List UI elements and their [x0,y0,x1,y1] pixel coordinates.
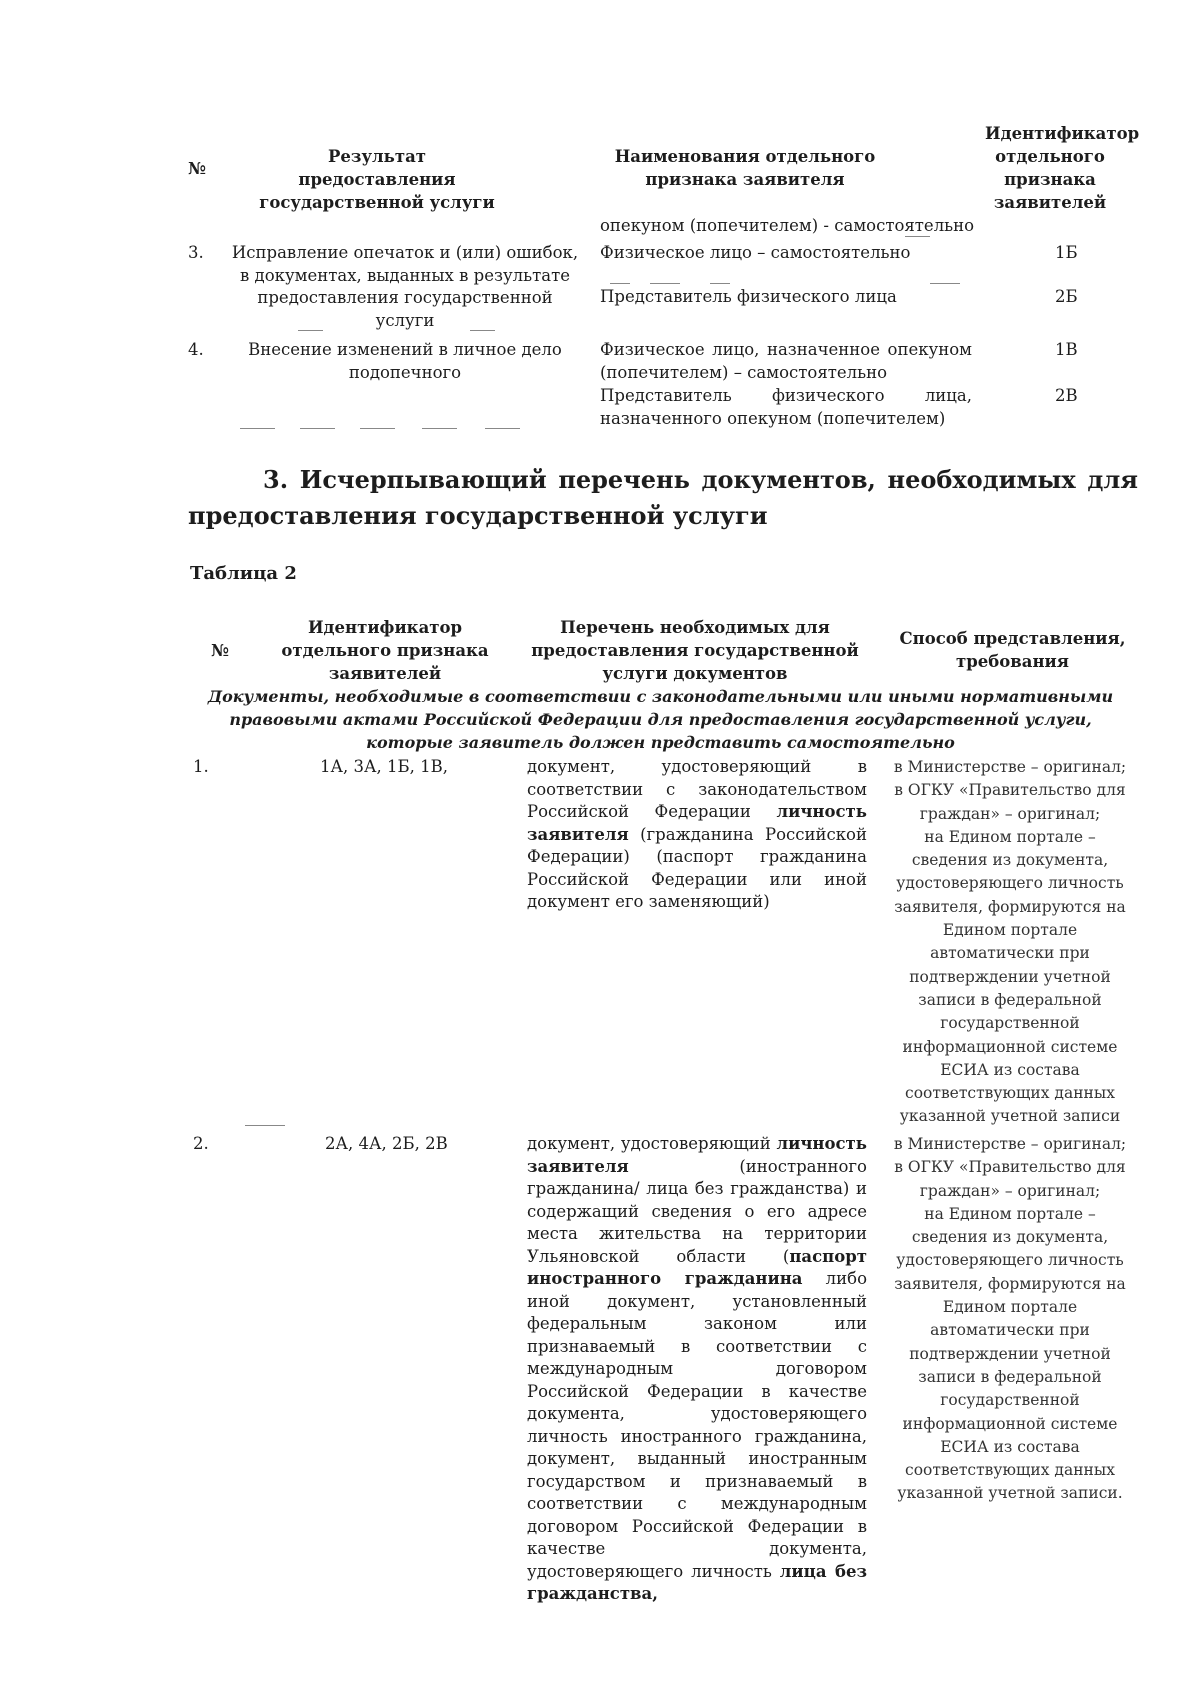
scan-artifact [710,283,730,284]
scan-artifact [300,428,335,429]
table2-header-method: Способ представления, требования [899,629,1126,671]
table1-header-result: Результат предоставления государственной услуги [259,147,495,212]
scan-artifact [298,330,323,331]
table1-row-num: 3. [188,243,204,262]
section-title: предоставления государственной услуги [188,501,768,530]
table1-header-num: № [188,159,206,178]
table1-row-feature: Физическое лицо, назначенное опекуном (попечителем) – самостоятельно [600,340,972,382]
table1-row-identifier: 2В [1055,386,1078,405]
table1-header-feature: Наименования отдельного признака заявителя [614,147,876,189]
table2-header-num: № [211,641,229,660]
table1-row-num: 4. [188,340,204,359]
scan-artifact [360,428,395,429]
table-caption: Таблица 2 [190,563,297,584]
table2-row-num: 2. [193,1134,209,1153]
table2-header-identifier: Идентификатор отдельного признака заявителей [281,618,489,683]
scan-artifact [905,236,930,237]
table2-row-method: в Министерстве – оригинал; в ОГКУ «Правительство для граждан» – оригинал; на Едином портале – сведения из документа, удостоверяющего личность заявителя, формируются на Едином портале автоматически при подтверждении учетной записи в федеральной государственной информационной системе ЕСИА из состава соответствующих данных указанной учетной записи. [893,1135,1127,1503]
table2-row-identifiers: 2А, 4А, 2Б, 2В [325,1134,448,1153]
table2-group-title: Документы, необходимые в соответствии с законодательными или иными нормативными правовыми актами Российской Федерации для предоставления государственной услуги, которые заявитель должен представить самостоятельно [207,687,1114,752]
table2-row-method: в Министерстве – оригинал; в ОГКУ «Правительство для граждан» – оригинал; на Едином портале – сведения из документа, удостоверяющего личность заявителя, формируются на Едином портале автоматически при подтверждении учетной записи в федеральной государственной информационной системе ЕСИА из состава соответствующих данных указанной учетной записи [893,758,1127,1126]
scan-artifact [485,428,520,429]
scan-artifact [470,330,495,331]
table1-row-result: Исправление опечаток и (или) ошибок, в документах, выданных в результате предоставления государственной услуги [231,243,579,330]
table1-carryover-text: опекуном (попечителем) - самостоятельно [600,216,975,235]
scan-artifact [245,1125,285,1126]
table1-row-feature: Представитель физического лица, назначенного опекуном (попечителем) [600,386,972,428]
table1-row-feature: Представитель физического лица [600,287,897,306]
table1-header-identifier: Идентификатор отдельного признака заявителей [985,124,1140,212]
section-title: 3. Исчерпывающий перечень документов, необходимых для [263,465,1138,494]
scan-artifact [930,283,960,284]
table2-row-identifiers: 1А, 3А, 1Б, 1В, [320,757,448,776]
table1-row-result: Внесение изменений в личное дело подопечного [248,340,562,382]
table1-row-feature: Физическое лицо – самостоятельно [600,243,911,262]
scan-artifact [650,283,680,284]
scan-artifact [610,283,630,284]
table2-row-num: 1. [193,757,209,776]
table1-row-identifier: 1Б [1055,243,1078,262]
table2-row-documents: документ, удостоверяющий в соответствии с законодательством Российской Федерации личность заявителя (гражданина Российской Федерации) (паспорт гражданина Российской Федерации или иной документ его заменяющий) [527,757,867,911]
table1-row-identifier: 2Б [1055,287,1078,306]
table2-header-documents: Перечень необходимых для предоставления государственной услуги документов [531,618,859,683]
table2-row-documents: документ, удостоверяющий личность заявителя (иностранного гражданина/ лица без гражданства) и содержащий сведения о его адресе места жительства на территории Ульяновской области (паспорт иностранного гражданина либо иной документ, установленный федеральным законом или признаваемый в соответствии с международным договором Российской Федерации в качестве документа, удостоверяющего личность иностранного гражданина, документ, выданный иностранным государством и признаваемый в соответствии с международным договором Российской Федерации в качестве документа, удостоверяющего личность лица без гражданства, [527,1134,868,1603]
table1-row-identifier: 1В [1055,340,1078,359]
scan-artifact [422,428,457,429]
scan-artifact [240,428,275,429]
